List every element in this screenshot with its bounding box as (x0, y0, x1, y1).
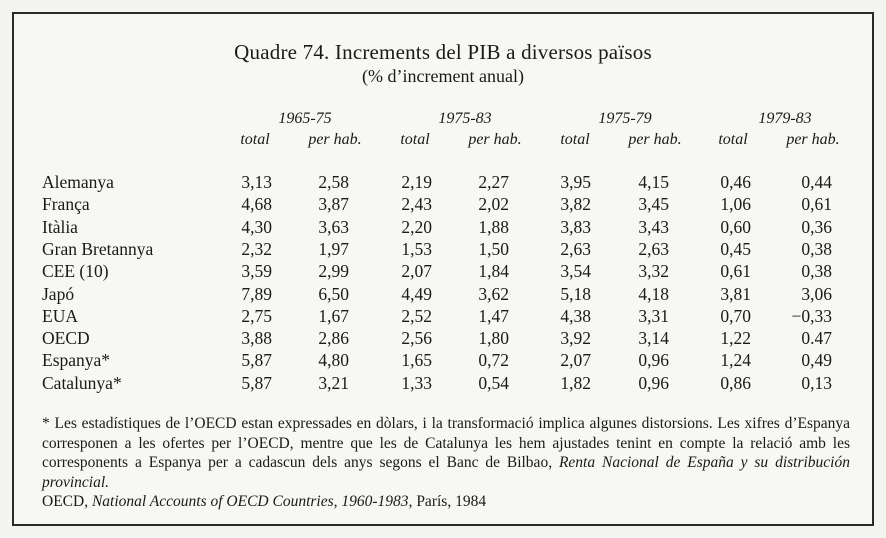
value-cell: 0,45 (720, 238, 751, 259)
table-row (14, 217, 874, 239)
value-cell: 4,30 (241, 216, 272, 237)
value-cell: 2,07 (401, 261, 432, 282)
period-header: 1965-75 (278, 110, 332, 127)
value-cell: 2,86 (318, 328, 349, 349)
value-cell: 5,87 (241, 372, 272, 393)
value-cell: 0,60 (720, 216, 751, 237)
value-cell: 4,38 (560, 305, 591, 326)
value-cell: 1,06 (720, 194, 751, 215)
table-frame (12, 12, 874, 526)
value-cell: 3,87 (318, 194, 349, 215)
country-name: OECD (42, 328, 90, 349)
value-cell: 3,83 (560, 216, 591, 237)
value-cell: 0,36 (801, 216, 832, 237)
value-cell: 0,72 (478, 350, 509, 371)
value-cell: 2,58 (318, 172, 349, 192)
table-row (14, 328, 874, 350)
page-subtitle: (% d’increment anual) (362, 66, 524, 86)
value-cell: −0,33 (791, 305, 832, 326)
value-cell: 4,15 (638, 172, 669, 192)
value-cell: 2,52 (401, 305, 432, 326)
value-cell: 1,65 (401, 350, 432, 371)
value-cell: 0.47 (801, 328, 832, 349)
value-cell: 0,49 (801, 350, 832, 371)
value-cell: 1,84 (478, 261, 509, 282)
value-cell: 0,96 (638, 350, 669, 371)
page-title: Quadre 74. Increments del PIB a diversos països (234, 40, 652, 64)
value-cell: 2,32 (241, 238, 272, 259)
value-cell: 2,63 (560, 238, 591, 259)
value-cell: 0,86 (720, 372, 751, 393)
value-cell: 3,88 (241, 328, 272, 349)
value-cell: 3,21 (318, 372, 349, 393)
country-name: Japó (42, 283, 75, 304)
value-cell: 3,59 (241, 261, 272, 282)
value-cell: 4,18 (638, 283, 669, 304)
footnote-text (42, 414, 850, 492)
value-cell: 3,45 (638, 194, 669, 215)
value-cell: 0,46 (720, 172, 751, 192)
value-cell: 0,38 (801, 261, 832, 282)
value-cell: 3,92 (560, 328, 591, 349)
footnote-body: * Les estadístiques de l’OECD estan expressades en dòlars, i la transformació implica algunes distorsions. Les xifres d’Espanya corresponen a les ofertes per l’OECD, mentre que les de Catalunya les hem ajustades tenint en compte la relació amb les corresponents a Espanya per a cadascun dels anys segons el Banc de Bilbao, (42, 415, 850, 471)
value-cell: 1,88 (478, 216, 509, 237)
period-header: 1979-83 (758, 110, 812, 127)
value-cell: 1,47 (478, 305, 509, 326)
value-cell: 0,13 (801, 372, 832, 393)
subheader-total: total (718, 131, 748, 148)
value-cell: 1,80 (478, 328, 509, 349)
table-row (14, 172, 874, 194)
value-cell: 3,31 (638, 305, 669, 326)
table-row (14, 373, 874, 395)
table-row (14, 194, 874, 216)
country-name: Gran Bretannya (42, 238, 154, 259)
country-name: CEE (10) (42, 261, 109, 282)
value-cell: 1,97 (318, 238, 349, 259)
value-cell: 5,18 (560, 283, 591, 304)
value-cell: 3,14 (638, 328, 669, 349)
value-cell: 0,61 (720, 261, 751, 282)
value-cell: 2,43 (401, 194, 432, 215)
value-cell: 3,95 (560, 172, 591, 192)
footnote-italic: Renta Nacional de España y su distribución provincial. (42, 454, 850, 491)
value-cell: 3,63 (318, 216, 349, 237)
subheader-total: total (400, 131, 430, 148)
table-row (14, 284, 874, 306)
value-cell: 0,96 (638, 372, 669, 393)
value-cell: 0,54 (478, 372, 509, 393)
subheader-per-hab: per hab. (308, 131, 362, 148)
value-cell: 1,82 (560, 372, 591, 393)
value-cell: 2,63 (638, 238, 669, 259)
subheader-total: total (240, 131, 270, 148)
value-cell: 3,81 (720, 283, 751, 304)
value-cell: 3,54 (560, 261, 591, 282)
country-name: Alemanya (42, 172, 114, 192)
value-cell: 2,27 (478, 172, 509, 192)
value-cell: 3,43 (638, 216, 669, 237)
value-cell: 3,32 (638, 261, 669, 282)
value-cell: 1,24 (720, 350, 751, 371)
value-cell: 0,70 (720, 305, 751, 326)
value-cell: 0,44 (801, 172, 832, 192)
subheader-per-hab: per hab. (468, 131, 522, 148)
table-row (14, 239, 874, 261)
footnotes (42, 414, 850, 512)
value-cell: 1,33 (401, 372, 432, 393)
value-cell: 4,68 (241, 194, 272, 215)
period-header: 1975-79 (598, 110, 652, 127)
value-cell: 2,75 (241, 305, 272, 326)
subheader-total: total (560, 131, 590, 148)
value-cell: 4,49 (401, 283, 432, 304)
value-cell: 7,89 (241, 283, 272, 304)
value-cell: 1,50 (478, 238, 509, 259)
value-cell: 2,07 (560, 350, 591, 371)
value-cell: 4,80 (318, 350, 349, 371)
value-cell: 2,56 (401, 328, 432, 349)
country-name: Itàlia (42, 216, 78, 237)
table-row (14, 350, 874, 372)
value-cell: 0,38 (801, 238, 832, 259)
value-cell: 6,50 (318, 283, 349, 304)
value-cell: 1,22 (720, 328, 751, 349)
country-name: Catalunya* (42, 372, 122, 393)
value-cell: 2,20 (401, 216, 432, 237)
value-cell: 3,82 (560, 194, 591, 215)
value-cell: 5,87 (241, 350, 272, 371)
source-line (42, 492, 850, 512)
source-prefix: OECD, (42, 493, 92, 510)
table-row (14, 261, 874, 283)
subheader-per-hab: per hab. (786, 131, 840, 148)
value-cell: 0,61 (801, 194, 832, 215)
value-cell: 3,62 (478, 283, 509, 304)
value-cell: 1,67 (318, 305, 349, 326)
value-cell: 3,13 (241, 172, 272, 192)
period-header: 1975-83 (438, 110, 492, 127)
value-cell: 2,02 (478, 194, 509, 215)
subheader-per-hab: per hab. (628, 131, 682, 148)
table-row (14, 306, 874, 328)
value-cell: 2,99 (318, 261, 349, 282)
value-cell: 2,19 (401, 172, 432, 192)
country-name: EUA (42, 305, 78, 326)
country-name: Espanya* (42, 350, 111, 371)
source-suffix: , París, 1984 (408, 493, 487, 510)
source-title: National Accounts of OECD Countries, 1960-1983 (91, 493, 409, 510)
country-name: França (42, 194, 90, 215)
value-cell: 3,06 (801, 283, 832, 304)
value-cell: 1,53 (401, 238, 432, 259)
